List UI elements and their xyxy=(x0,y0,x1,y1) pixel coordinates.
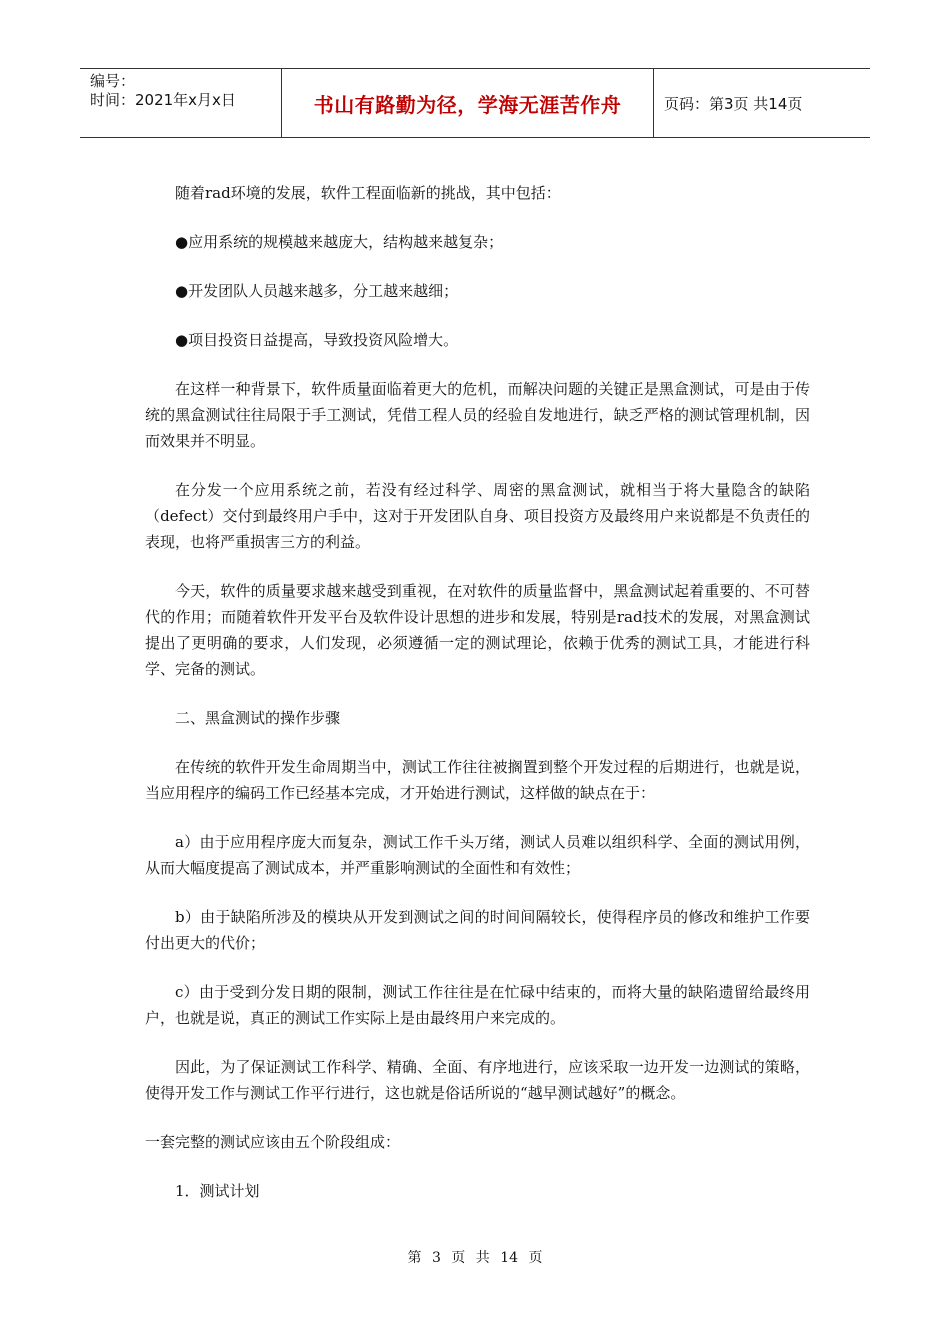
paragraph: 在这样一种背景下，软件质量面临着更大的危机，而解决问题的关键正是黑盒测试，可是由于传统的黑盒测试往往局限于手工测试，凭借工程人员的经验自发地进行，缺乏严格的测试管理机制，因而效果并不明显。 xyxy=(145,380,810,450)
header-meta xyxy=(80,69,282,137)
bullet-item: ●应用系统的规模越来越庞大，结构越来越复杂； xyxy=(175,233,504,251)
paragraph: 因此，为了保证测试工作科学、精确、全面、有序地进行，应该采取一边开发一边测试的策略，使得开发工作与测试工作平行进行，这也就是俗话所说的“越早测试越好”的概念。 xyxy=(145,1058,810,1102)
paragraph: 今天，软件的质量要求越来越受到重视，在对软件的质量监督中，黑盒测试起着重要的、不可替代的作用；而随着软件开发平台及软件设计思想的进步和发展，特别是rad技术的发展，对黑盒测试提出了更明确的要求，人们发现，必须遵循一定的测试理论，依赖于优秀的测试工具，才能进行科学、完备的测试。 xyxy=(145,582,810,678)
number-label: 编号： xyxy=(90,72,136,90)
section-heading: 二、黑盒测试的操作步骤 xyxy=(175,709,341,727)
list-item: a）由于应用程序庞大而复杂，测试工作千头万绪，测试人员难以组织科学、全面的测试用例，从而大幅度提高了测试成本，并严重影响测试的全面性和有效性； xyxy=(145,833,810,877)
document-header xyxy=(80,68,870,138)
bullet-item: ●项目投资日益提高，导致投资风险增大。 xyxy=(175,331,459,349)
header-page-code xyxy=(654,69,870,137)
paragraph: 随着rad环境的发展，软件工程面临新的挑战，其中包括： xyxy=(175,184,561,202)
paragraph: 一套完整的测试应该由五个阶段组成： xyxy=(145,1133,401,1151)
document-body xyxy=(145,180,810,1227)
page-footer: 第 3 页 共 14 页 xyxy=(407,1250,543,1266)
time-label: 时间：2021年x月x日 xyxy=(90,91,236,109)
header-motto: 书山有路勤为径，学海无涯苦作舟 xyxy=(282,69,654,137)
bullet-item: ●开发团队人员越来越多，分工越来越细； xyxy=(175,282,459,300)
paragraph: 在分发一个应用系统之前，若没有经过科学、周密的黑盒测试，就相当于将大量隐含的缺陷（defect）交付到最终用户手中，这对于开发团队自身、项目投资方及最终用户来说都是不负责任的表现，也将严重损害三方的利益。 xyxy=(145,481,810,551)
paragraph: 在传统的软件开发生命周期当中，测试工作往往被搁置到整个开发过程的后期进行，也就是说，当应用程序的编码工作已经基本完成，才开始进行测试，这样做的缺点在于： xyxy=(145,758,810,802)
numbered-heading: 1．测试计划 xyxy=(175,1182,260,1200)
list-item: c）由于受到分发日期的限制，测试工作往往是在忙碌中结束的，而将大量的缺陷遗留给最终用户，也就是说，真正的测试工作实际上是由最终用户来完成的。 xyxy=(145,983,810,1027)
page-code: 页码：第3页 共14页 xyxy=(664,94,803,113)
list-item: b）由于缺陷所涉及的模块从开发到测试之间的时间间隔较长，使得程序员的修改和维护工作要付出更大的代价； xyxy=(145,908,810,952)
